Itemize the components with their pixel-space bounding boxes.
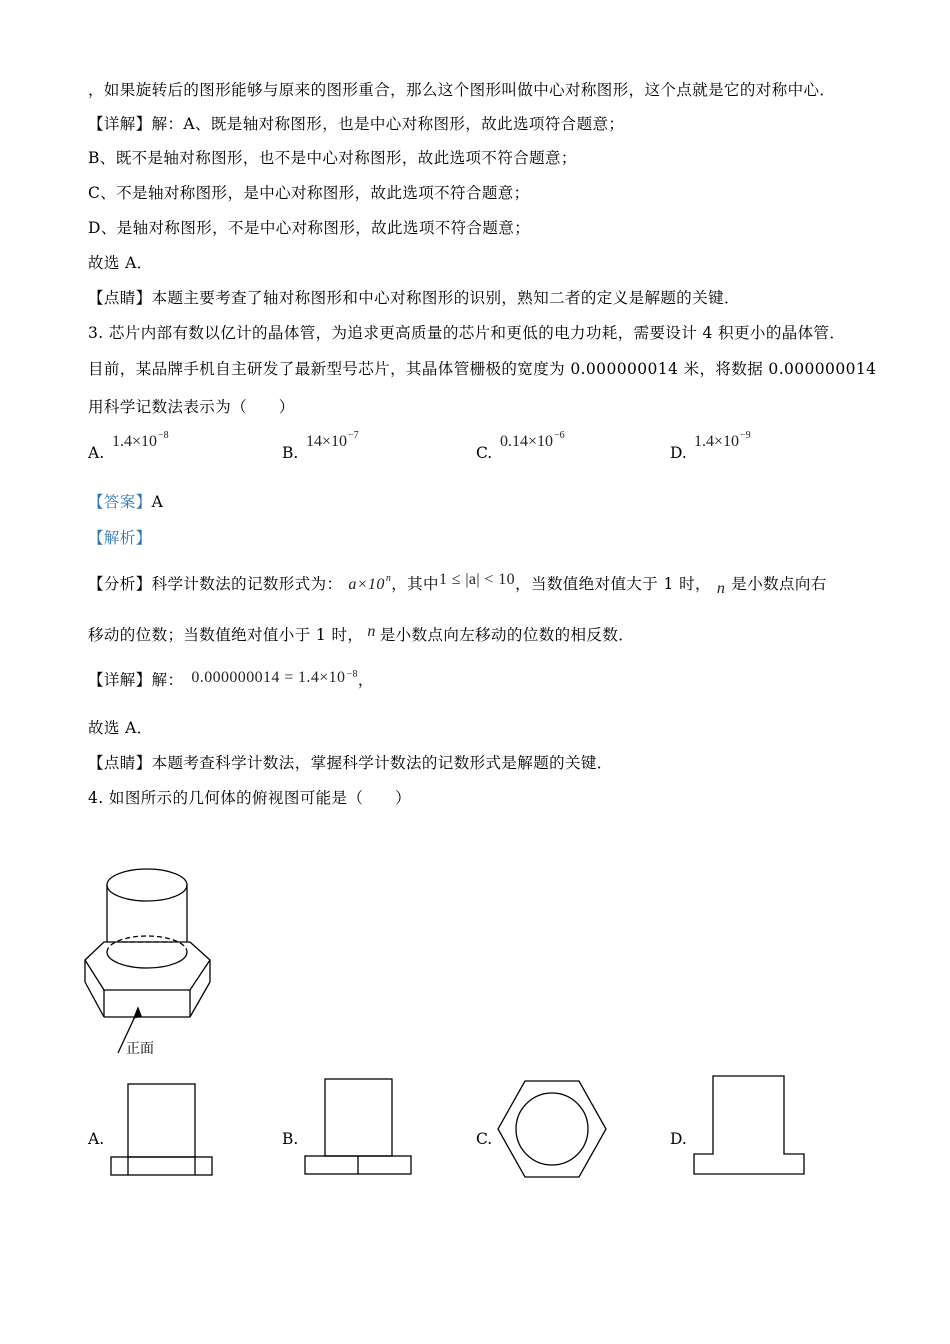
q3-option-d: $D.1.4\times 10^{-9}$	[670, 430, 751, 462]
text-line-5: D、是轴对称图形，不是中心对称图形，故此选项不符合题意；	[88, 219, 531, 237]
answer-tag: 【答案】	[88, 493, 152, 511]
analysis-line-2: 移动的位数；当数值绝对值小于 1 时， n 是小数点向左移动的位数的相反数．	[88, 623, 635, 644]
answer-line	[88, 490, 163, 512]
q3-option-a: $A.1.4\times 10^{-8}$	[88, 430, 169, 462]
text-line-1: ，如果旋转后的图形能够与原来的图形重合，那么这个图形叫做中心对称图形，这个点就是它的对称中心．	[88, 81, 836, 99]
text-line-2: 【详解】解：A、既是轴对称图形，也是中心对称图形，故此选项符合题意；	[88, 115, 625, 133]
q3-option-b: $B.14\times 10^{-7}$	[282, 430, 359, 462]
text-line-7: 【点睛】本题主要考查了轴对称图形和中心对称图形的识别，熟知二者的定义是解题的关键．	[88, 289, 740, 307]
fig-option-c-label: C.	[476, 1130, 493, 1148]
q3-option-c: $C.0.14\times 10^{-6}$	[476, 430, 565, 462]
analysis-tag: 【解析】	[88, 529, 152, 547]
question-3-line-1: 3. 芯片内部有数以亿计的晶体管，为追求更高质量的芯片和更低的电力功耗，需要设计 4 积更小的晶体管．	[88, 324, 846, 342]
geometric-solid-figure	[80, 860, 220, 1060]
fig-option-b-drawing	[303, 1077, 413, 1177]
question-3-line-3: 用科学记数法表示为（ ）	[88, 398, 295, 416]
choose-line: 故选 A．	[88, 719, 153, 737]
fig-option-a-label: A.	[88, 1130, 105, 1148]
question-3-line-2: 目前，某品牌手机自主研发了最新型号芯片，其晶体管栅极的宽度为 0.000000014 米，将数据 0.000000014	[88, 360, 877, 378]
text-line-6: 故选 A．	[88, 254, 153, 272]
fig-option-c-drawing	[496, 1079, 608, 1179]
fig-option-b-label: B.	[282, 1130, 299, 1148]
question-4: 4. 如图所示的几何体的俯视图可能是（ ）	[88, 789, 412, 807]
detail-line: 【详解】解： $0.000000014 = 1.4\times 10^{-8}$，	[88, 669, 374, 689]
text-line-4: C、不是轴对称图形，是中心对称图形，故此选项不符合题意；	[88, 184, 530, 202]
fig-option-a-drawing	[110, 1082, 215, 1177]
dianjing-line: 【点睛】本题考查科学计数法，掌握科学计数法的记数形式是解题的关键．	[88, 754, 613, 772]
analysis-line-1: 【分析】科学计数法的记数形式为： $a\times 10^n$，其中1 ≤ |a| < 10，当数值绝对值大于 1 时， n 是小数点向右	[88, 571, 827, 597]
answer-value: A	[151, 493, 164, 511]
front-face-label: 正面	[126, 1041, 154, 1057]
fig-option-d-drawing	[692, 1074, 808, 1178]
text-line-3: B、既不是轴对称图形，也不是中心对称图形，故此选项不符合题意；	[88, 149, 577, 167]
fig-option-d-label: D.	[670, 1130, 687, 1148]
